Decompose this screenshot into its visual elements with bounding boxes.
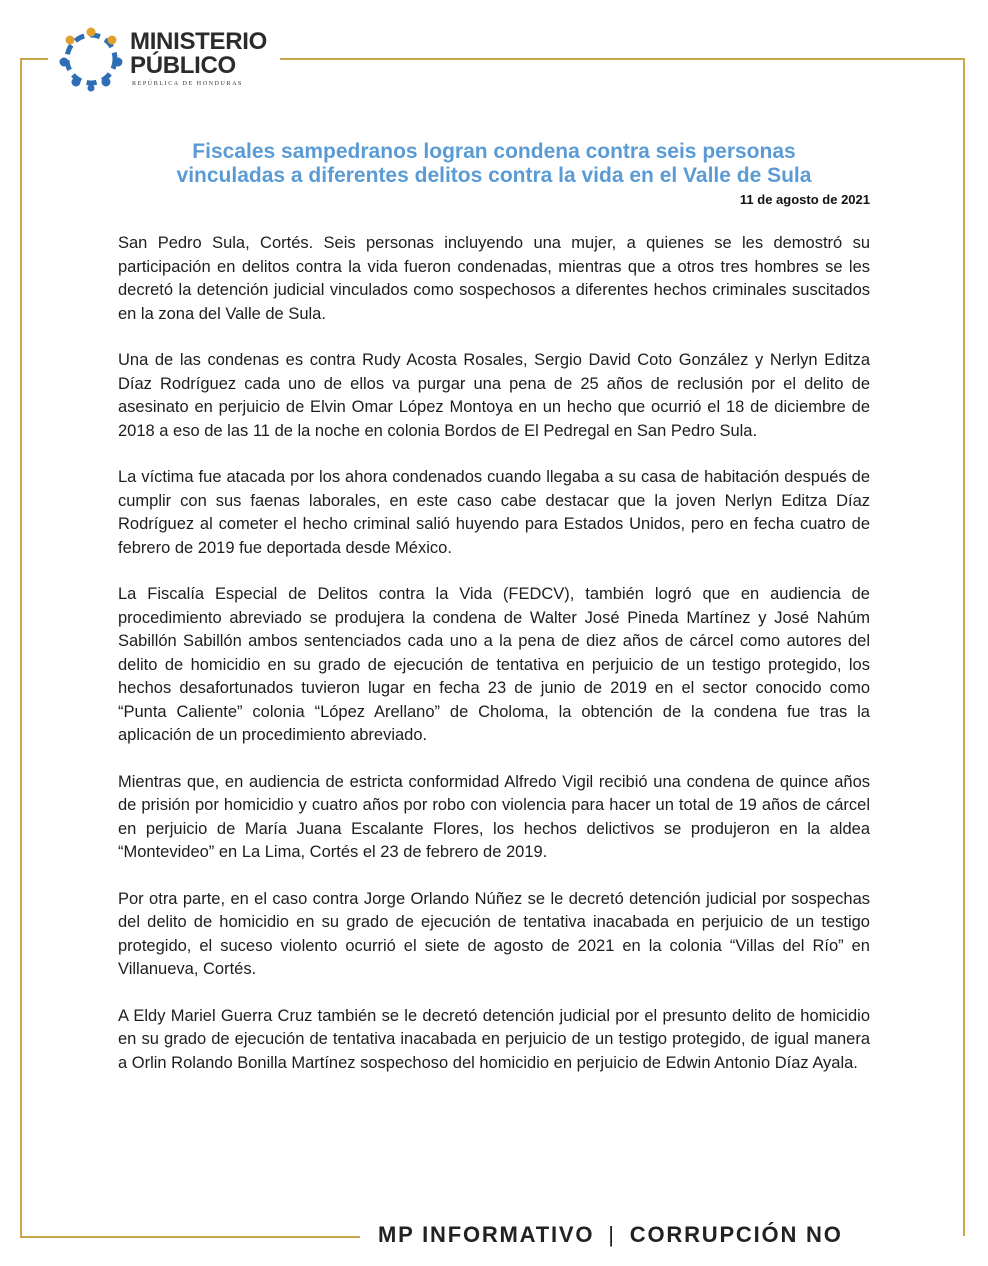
frame-left-line <box>20 58 22 1236</box>
frame-bottom-line <box>20 1236 360 1238</box>
press-release-title <box>110 140 878 188</box>
paragraph-3: La víctima fue atacada por los ahora condenados cuando llegaba a su casa de habitación después de cumplir con sus faenas laborales, en este caso cabe destacar que la joven Nerlyn Editza Díaz Rodríguez al cometer el hecho criminal salió huyendo para Estados Unidos, pero en fecha cuatro de febrero de 2019 fue deportada desde México. <box>118 468 870 557</box>
paragraph-1: San Pedro Sula, Cortés. Seis personas incluyendo una mujer, a quienes se les demostró su participación en delitos contra la vida fueron condenadas, mientras que a otros tres hombres se les decretó la detención judicial vinculados como sospechosos a diferentes hechos criminales suscitados en la zona del Valle de Sula. <box>118 234 870 323</box>
title-line-1: Fiscales sampedranos logran condena contra seis personas <box>192 140 796 163</box>
ministerio-publico-logo <box>58 24 278 94</box>
logo-text-line1: MINISTERIO <box>130 28 268 55</box>
frame-top-left-line <box>20 58 48 60</box>
paragraph-7: A Eldy Mariel Guerra Cruz también se le decretó detención judicial por el presunto delito de homicidio en su grado de ejecución de tentativa inacabada en perjuicio de un testigo protegido, de igual manera a Orlin Rolando Bonilla Martínez sospechoso del homicidio en perjuicio de Edwin Antonio Díaz Ayala. <box>118 1006 870 1072</box>
footer-separator: | <box>608 1222 616 1247</box>
title-line-2: vinculadas a diferentes delitos contra la vida en el Valle de Sula <box>176 164 812 187</box>
paragraph-4: La Fiscalía Especial de Delitos contra la Vida (FEDCV), también logró que en audiencia de procedimiento abreviado se produjera la condena de Walter José Pineda Martínez y José Nahúm Sabillón Sabillón ambos sentenciados cada uno a la pena de diez años de cárcel como autores del delito de homicidio en su grado de ejecución de tentativa en perjuicio de un testigo protegido, los hechos desafortunados tuvieron lugar en fecha 23 de junio de 2019 en el sector conocido como “Punta Caliente” colonia “López Arellano” de Choloma, la obtención de la condena fue tras la aplicación de un procedimiento abreviado. <box>118 585 870 744</box>
footer-left-text: MP INFORMATIVO <box>378 1222 595 1247</box>
paragraph-2: Una de las condenas es contra Rudy Acosta Rosales, Sergio David Coto González y Nerlyn Editza Díaz Rodríguez cada uno de ellos va purgar una pena de 25 años de reclusión por el delito de asesinato en perjuicio de Elvin Omar López Montoya en un hecho que ocurrió el 18 de diciembre de 2018 a eso de las 11 de la noche en colonia Bordos de El Pedregal en San Pedro Sula. <box>118 351 870 440</box>
people-circle-icon <box>58 26 124 92</box>
logo-subtitle: REPÚBLICA DE HONDURAS <box>132 81 243 87</box>
frame-top-right-line <box>280 58 964 60</box>
frame-right-line <box>963 58 965 1236</box>
article-body <box>118 232 870 1098</box>
paragraph-6: Por otra parte, en el caso contra Jorge Orlando Núñez se le decretó detención judicial por sospechas del delito de homicidio en su grado de ejecución de tentativa inacabada en perjuicio de un testigo protegido, el suceso violento ocurrió el siete de agosto de 2021 en la colonia “Villas del Río” en Villanueva, Cortés. <box>118 889 870 978</box>
release-date: 11 de agosto de 2021 <box>739 192 870 207</box>
footer-slogan <box>378 1222 843 1248</box>
logo-text-line2: PÚBLICO <box>130 52 236 79</box>
paragraph-5: Mientras que, en audiencia de estricta conformidad Alfredo Vigil recibió una condena de quince años de prisión por homicidio y cuatro años por robo con violencia para hacer un total de 19 años de cárcel en perjuicio de María Juana Escalante Flores, los hechos delictivos se produjeron en la aldea “Montevideo” en La Lima, Cortés el 23 de febrero de 2019. <box>118 772 870 861</box>
footer-right-text: CORRUPCIÓN NO <box>629 1222 843 1247</box>
